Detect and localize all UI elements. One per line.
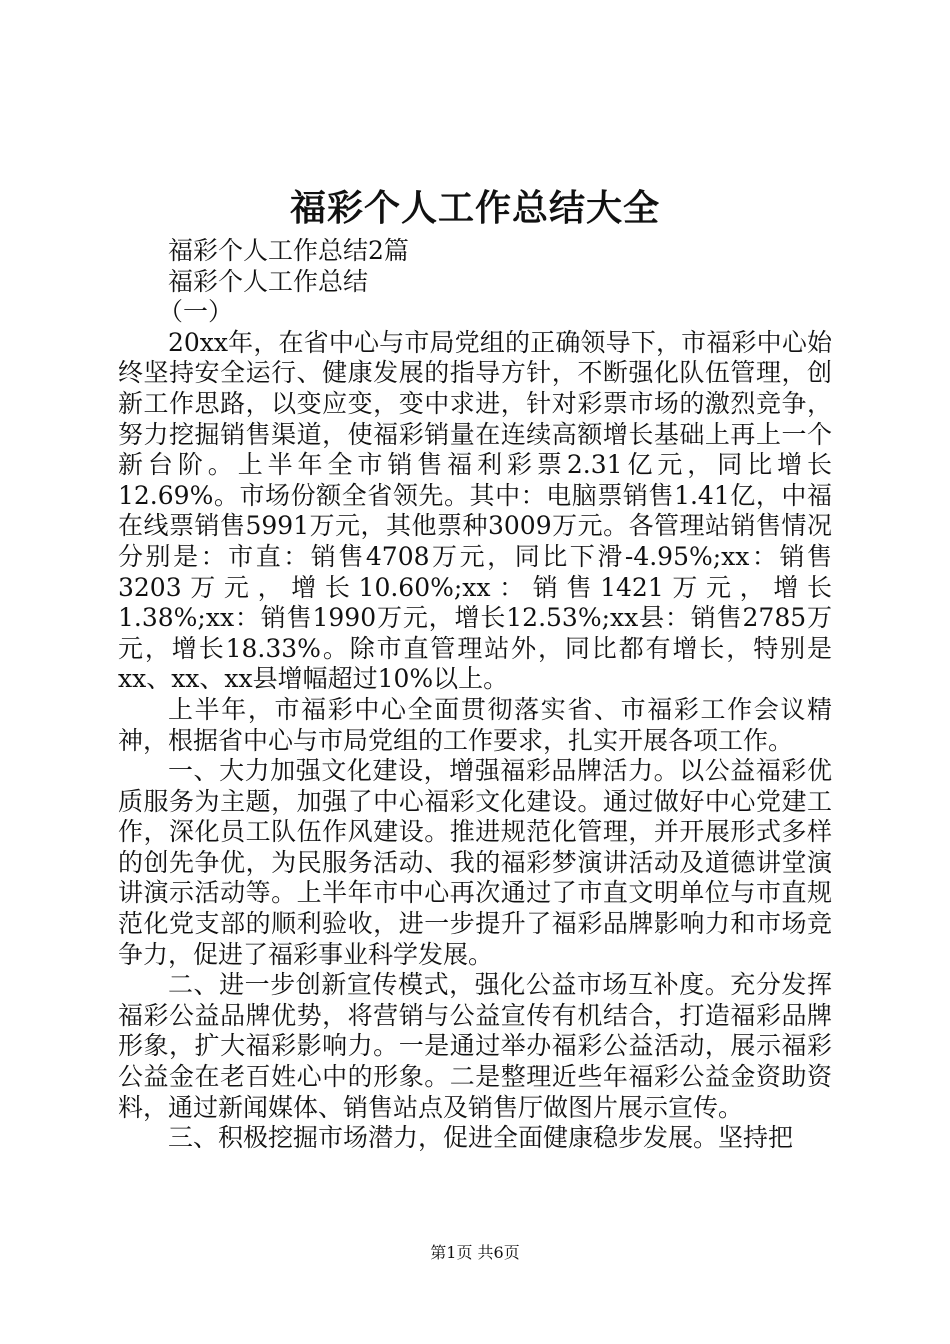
page-footer: 第1页 共6页 xyxy=(430,1243,520,1262)
section-number: （一） xyxy=(158,297,234,327)
body-paragraph: 20xx年，在省中心与市局党组的正确领导下，市福彩中心始终坚持安全运行、健康发展的指导方针，不断强化队伍管理，创新工作思路，以变应变，变中求进，针对彩票市场的激烈竞争，努力挖掘销售渠道，使福彩销量在连续高额增长基础上再上一个新台阶。上半年全市销售福利彩票2.31亿元，同比增长12.69%。市场份额全省领先。其中：电脑票销售1.41亿，中福在线票销售5991万元，其他票种3009万元。各管理站销售情况分别是：市直：销售4708万元，同比下滑-4.95%;xx：销售3203万元，增长10.60%;xx：销售1421万元，增长1.38%;xx：销售1990万元，增长12.53%;xx县：销售2785万元，增长18.33%。除市直管理站外，同比都有增长，特别是xx、xx、xx县增幅超过10%以上。 xyxy=(118,327,832,694)
body-paragraph: 一、大力加强文化建设，增强福彩品牌活力。以公益福彩优质服务为主题，加强了中心福彩文化建设。通过做好中心党建工作，深化员工队伍作风建设。推进规范化管理，并开展形式多样的创先争优，为民服务活动、我的福彩梦演讲活动及道德讲堂演讲演示活动等。上半年市中心再次通过了市直文明单位与市直规范化党支部的顺利验收，进一步提升了福彩品牌影响力和市场竞争力，促进了福彩事业科学发展。 xyxy=(118,756,832,969)
body-paragraph: 二、进一步创新宣传模式，强化公益市场互补度。充分发挥福彩公益品牌优势，将营销与公益宣传有机结合，打造福彩品牌形象，扩大福彩影响力。一是通过举办福彩公益活动，展示福彩公益金在老百姓心中的形象。二是整理近些年福彩公益金资助资料，通过新闻媒体、销售站点及销售厅做图片展示宣传。 xyxy=(118,970,832,1122)
document-body xyxy=(118,236,832,1154)
body-paragraph: 三、积极挖掘市场潜力，促进全面健康稳步发展。坚持把 xyxy=(168,1123,794,1153)
body-paragraph: 上半年，市福彩中心全面贯彻落实省、市福彩工作会议精神，根据省中心与市局党组的工作要求，扎实开展各项工作。 xyxy=(118,694,832,755)
subtitle-paragraph: 福彩个人工作总结2篇 xyxy=(168,236,409,265)
section-heading: 福彩个人工作总结 xyxy=(168,266,369,296)
document-title: 福彩个人工作总结大全 xyxy=(289,187,660,229)
